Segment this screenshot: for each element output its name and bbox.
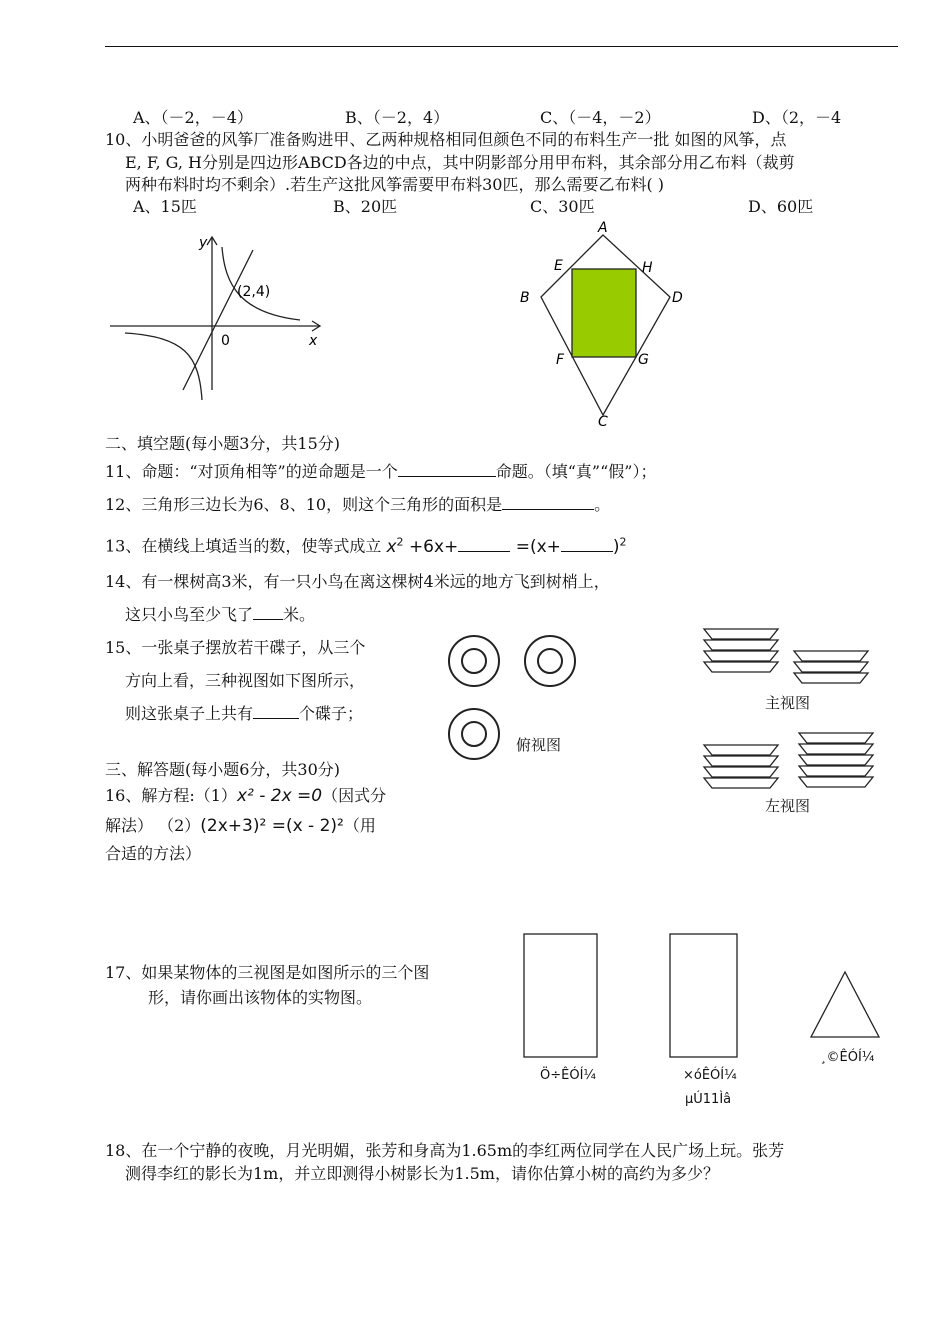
y-axis-label: y (199, 235, 208, 251)
front-view-stack-left (704, 629, 778, 672)
vertex-label-c: C (598, 414, 608, 430)
q17-caption-front: Ö÷ÊÓÍ¼ (540, 1068, 597, 1083)
front-left-plate-4 (704, 662, 778, 672)
kite-figure (510, 220, 700, 430)
hyperbola-branch-lower (125, 333, 202, 400)
q17-side-view-rectangle (670, 934, 737, 1057)
left-view-stack-right (799, 733, 873, 787)
q9-option-c: C、（－4，－2） (540, 108, 661, 127)
q10-line-2: E, F, G, H分别是四边形ABCD各边的中点，其中阴影部分用甲布料，其余部分用乙布料（裁剪 (125, 153, 795, 172)
section-3-heading: 三、解答题(每小题6分，共30分) (105, 760, 341, 779)
front-left-plate-3 (704, 651, 778, 661)
q16-text-a: 16、解方程:（1） (105, 786, 237, 805)
q18-line-2: 测得李红的影长为1m，并立即测得小树影长为1.5m，请你估算小树的高约为多少？ (125, 1164, 719, 1183)
q17-line-1: 17、如果某物体的三视图是如图所示的三个图 (105, 963, 430, 982)
plate-top-outer-2 (525, 636, 575, 686)
q15-line-2: 方向上看，三种视图如下图所示， (125, 671, 366, 690)
left-left-plate-1 (704, 745, 778, 755)
q13-blank-2 (561, 537, 613, 552)
shaded-rectangle-efgh (572, 269, 636, 357)
q15-line-1: 15、一张桌子摆放若干碟子，从三个 (105, 638, 366, 657)
q13-math-term: +6x+ (408, 536, 459, 557)
left-left-plate-4 (704, 778, 778, 788)
vertex-label-a: A (598, 220, 608, 236)
q13-blank-1 (458, 537, 510, 552)
q16-equation-2: (2x+3)² =(x - 2)² (200, 816, 344, 836)
plate-top-outer-1 (449, 636, 499, 686)
view-left-caption: 左视图 (765, 797, 811, 815)
linear-function-line (183, 250, 253, 390)
q17-top-view-triangle (811, 972, 879, 1037)
q10-option-b: B、20匹 (333, 197, 398, 216)
q11-text-a: 11、命题：“对顶角相等”的逆命题是一个 (105, 462, 398, 481)
q17-front-view-rectangle (524, 934, 597, 1057)
q11-text-b: 命题。（填“真”“假”）； (495, 462, 657, 481)
q10-option-a: A、15匹 (133, 197, 197, 216)
q15-text-a: 则这张桌子上共有 (125, 704, 254, 723)
q14-text-b: 米。 (283, 605, 316, 624)
front-right-plate-1 (794, 651, 868, 661)
point-label: (2,4) (237, 284, 271, 300)
q10-line-3: 两种布料时均不剩余）.若生产这批风筝需要甲布料30匹，那么需要乙布料( ) (125, 175, 665, 194)
q13-math-close: ) (612, 536, 620, 557)
q16-text-b: （因式分 (322, 786, 387, 805)
q13-math-x: x (386, 536, 397, 557)
q14-line-1: 14、有一棵树高3米，有一只小鸟在离这棵树4米远的地方飞到树梢上， (105, 572, 610, 591)
front-view-stack-right (794, 651, 868, 683)
q17-caption-top: ¸©ÊÓÍ¼ (820, 1050, 875, 1065)
q13-text: 13、在横线上填适当的数，使等式成立 (105, 536, 382, 556)
vertex-label-d: D (672, 290, 683, 306)
front-right-plate-3 (794, 673, 868, 683)
plate-top-inner-1 (462, 649, 486, 673)
q16-text-d: （用 (343, 816, 376, 835)
q13-math-exp-2: 2 (619, 535, 627, 548)
q11-blank (398, 462, 496, 477)
q13 (105, 532, 627, 557)
vertex-label-g: G (638, 352, 649, 368)
view-front-caption: 主视图 (765, 694, 811, 712)
q16-line-3: 合适的方法） (105, 844, 202, 863)
left-right-plate-3 (799, 755, 873, 765)
left-left-plate-3 (704, 767, 778, 777)
q10-option-d: D、60匹 (748, 197, 814, 216)
header-rule (105, 46, 898, 47)
plate-top-outer-3 (449, 709, 499, 759)
section-2-heading: 二、填空题(每小题3分，共15分) (105, 434, 341, 453)
q15-text-b: 个碟子； (299, 704, 364, 723)
q14-blank (253, 605, 283, 620)
q9-option-d: D、（2，－4 (752, 108, 842, 127)
q15-blank (253, 704, 299, 719)
q14-line-2 (125, 605, 315, 625)
front-right-plate-2 (794, 662, 868, 672)
q10-line-1: 10、小明爸爸的风筝厂准备购进甲、乙两种规格相同但颜色不同的布料生产一批 如图的风筝，点 (105, 130, 787, 149)
q17-caption-side: ×óÊÓÍ¼ (683, 1068, 737, 1083)
q11 (105, 462, 656, 482)
x-axis-label: x (309, 333, 318, 349)
left-right-plate-2 (799, 744, 873, 754)
q9-option-a: A、（－2，－4） (133, 108, 253, 127)
q16-equation-1: x² - 2x =0 (236, 786, 323, 806)
q12-text-a: 12、三角形三边长为6、8、10，则这个三角形的面积是 (105, 495, 503, 514)
q10-option-c: C、30匹 (530, 197, 595, 216)
q17-line-2: 形，请你画出该物体的实物图。 (148, 988, 373, 1007)
q12 (105, 495, 610, 515)
q16-text-c: 解法） （2） (105, 816, 201, 835)
left-right-plate-4 (799, 766, 873, 776)
vertex-label-h: H (642, 260, 653, 276)
q13-equation (386, 537, 626, 557)
q17-three-views (520, 930, 890, 1065)
plate-top-inner-2 (538, 649, 562, 673)
q16-line-2 (105, 816, 376, 836)
q12-text-b: 。 (594, 495, 611, 514)
plate-stack-views (700, 625, 880, 820)
left-view-stack-left (704, 745, 778, 788)
view-top-caption: 俯视图 (516, 736, 562, 754)
front-left-plate-2 (704, 640, 778, 650)
left-left-plate-2 (704, 756, 778, 766)
q9-option-b: B、（－2，4） (345, 108, 450, 127)
vertex-label-b: B (520, 290, 530, 306)
q15-line-3 (125, 704, 363, 724)
left-right-plate-1 (799, 733, 873, 743)
front-left-plate-1 (704, 629, 778, 639)
q13-math-rhs: =(x+ (515, 536, 561, 557)
q17-caption-number: µÚ11Ìâ (685, 1092, 732, 1107)
q13-math-exp-1: 2 (396, 535, 404, 548)
left-right-plate-5 (799, 777, 873, 787)
function-graph (105, 225, 335, 400)
vertex-label-e: E (554, 258, 563, 274)
origin-label: 0 (221, 333, 230, 349)
q12-blank (502, 495, 594, 510)
q18-line-1: 18、在一个宁静的夜晚，月光明媚，张芳和身高为1.65m的李红两位同学在人民广场上玩。张芳 (105, 1141, 785, 1160)
vertex-label-f: F (556, 352, 565, 368)
plate-top-inner-3 (462, 722, 486, 746)
q14-text-a: 这只小鸟至少飞了 (125, 605, 254, 624)
q16-line-1 (105, 786, 386, 806)
